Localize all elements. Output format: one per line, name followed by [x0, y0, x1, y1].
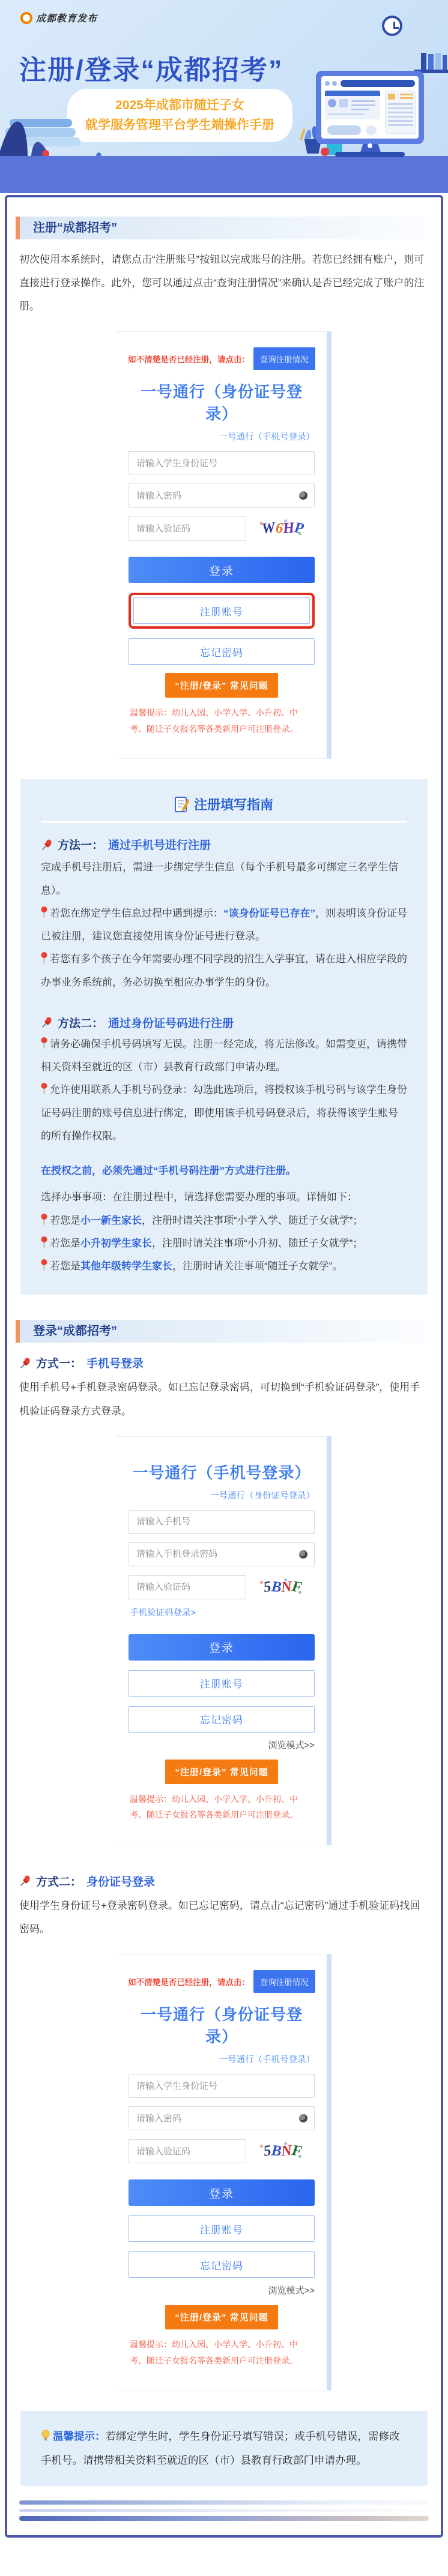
subtitle-line-2: 就学服务管理平台学生端操作手册: [85, 118, 274, 132]
register-tip-text: 温馨提示：幼儿入园、小学入学、小升初、中考、随迁子女报名等各类新用户可注册登录。: [130, 2340, 298, 2365]
logo-ring-icon: [20, 12, 32, 24]
login-method1-intro: 使用手机号+手机登录密码登录。如已忘记登录密码，可切换到“手机验证码登录”，使用手机验证码登录方式登录。: [19, 1382, 420, 1417]
faq-button[interactable]: “注册/登录” 常见问题: [165, 1760, 277, 1784]
map-pin-icon: [41, 1214, 47, 1226]
method2-item2: 允许使用联系人手机号码登录：勾选此选项后，将授权该手机号码与该学生身份证号码注册的账号信息进行绑定，即使用该手机号码登录后，将获得该学生账号的所有操作权限。: [41, 1084, 407, 1142]
map-pin-icon: [41, 952, 47, 964]
register-account-button[interactable]: 注册账号: [133, 598, 310, 624]
map-pin-icon: [41, 906, 47, 918]
case-transfer: 若您是其他年级转学生家长，注册时请关注事项“随迁子女就学”。: [41, 1255, 407, 1278]
forgot-password-button[interactable]: 忘记密码: [129, 1706, 315, 1733]
faq-button[interactable]: “注册/登录” 常见问题: [165, 673, 277, 698]
section-header-register: 注册“成都招考”: [16, 217, 432, 239]
browse-mode-link[interactable]: 浏览模式>>: [268, 2286, 315, 2296]
eye-icon[interactable]: [299, 2114, 307, 2122]
login-button[interactable]: 登录: [129, 1634, 315, 1661]
pushpin-icon: [19, 1875, 31, 1887]
query-hint: 如不清楚是否已经注册，请点击：: [128, 1978, 250, 1987]
login-panel-title: 一号通行（身份证号登录）: [140, 383, 303, 424]
bookshelf-shape: [414, 52, 448, 73]
query-hint: 如不清楚是否已经注册，请点击：: [128, 355, 250, 365]
register-highlight-frame: [129, 593, 315, 629]
site-logo: [20, 11, 97, 25]
captcha-input[interactable]: [129, 1575, 246, 1599]
pushpin-icon: [41, 1016, 53, 1028]
register-tip-text: 温馨提示：幼儿入园、小学入学、小升初、中考、随迁子女报名等各类新用户可注册登录。: [130, 1794, 298, 1820]
faq-button[interactable]: “注册/登录” 常见问题: [165, 2305, 277, 2329]
method2-item1: 请务必确保手机号码填写无误。注册一经完成，将无法修改。如需变更，请携带相关资料至就近的区（市）县教育行政部门申请办理。: [41, 1038, 407, 1073]
guide-heading: 注册填写指南: [193, 797, 273, 813]
desk-shape: [0, 156, 448, 193]
register-account-button[interactable]: 注册账号: [129, 2215, 315, 2242]
lightbulb-icon: [41, 2430, 50, 2442]
login-method2-heading: 方式二： 身份证号登录: [19, 1873, 429, 1889]
select-matter-intro: 选择办事事项：在注册过程中，请选择您需要办理的事项。详情如下：: [41, 1191, 357, 1203]
map-pin-icon: [41, 1083, 47, 1095]
map-pin-icon: [41, 1259, 47, 1271]
login-panel-title: 一号通行（手机号登录）: [132, 1463, 311, 1482]
password-input[interactable]: [129, 484, 315, 508]
pushpin-icon: [41, 839, 53, 851]
footer-divider: [19, 2500, 429, 2521]
final-tip-box: [20, 2411, 428, 2486]
section-header-login: 登录“成都招考”: [16, 1320, 432, 1343]
register-account-button[interactable]: 注册账号: [129, 1670, 315, 1697]
header-banner: [0, 0, 448, 193]
captcha-input[interactable]: [129, 517, 246, 541]
register-intro: 初次使用本系统时，请您点击“注册账号”按钮以完成账号的注册。若您已经拥有账户，则可直接进行登录操作。此外，您可以通过点击“查询注册情况”来确认是否已经完成了账户的注册。: [19, 254, 425, 313]
content-card: [5, 195, 443, 2538]
captcha-image[interactable]: W 6 H P: [255, 516, 311, 541]
student-id-input[interactable]: [129, 451, 315, 475]
login-panel-title: 一号通行（身份证号登录）: [140, 2005, 303, 2046]
method2-note: 在授权之前，必须先通过“手机号码注册”方式进行注册。: [41, 1165, 296, 1177]
forgot-password-button[interactable]: 忘记密码: [129, 638, 315, 665]
guide-divider: [41, 821, 407, 823]
switch-phone-login-link[interactable]: 一号通行（手机号登录）: [219, 433, 315, 443]
method2-heading: 方法二： 通过身份证号码进行注册: [41, 1014, 407, 1031]
pushpin-icon: [19, 1357, 31, 1369]
case-xiaoyi: 若您是小一新生家长，注册时请关注事项“小学入学、随迁子女就学”；: [41, 1209, 407, 1232]
browse-mode-link[interactable]: 浏览模式>>: [268, 1740, 315, 1751]
phone-number-input[interactable]: [129, 1510, 315, 1534]
query-register-status-button[interactable]: 查询注册情况: [253, 347, 315, 370]
screenshot-phone-login: [117, 1436, 331, 1845]
page-title: 注册/登录“成都招考”: [19, 55, 283, 86]
method1-item2: 若您有多个孩子在今年需要办理不同学段的招生入学事宜，请在进入相应学段的办事业务系统前，务必切换至相应办事学生的身份。: [41, 953, 407, 988]
clock-icon: [382, 16, 402, 36]
final-tip-label: 温馨提示：: [53, 2430, 106, 2443]
screenshot-id-login: [117, 1954, 331, 2391]
subtitle-line-1: 2025年成都市随迁子女: [115, 98, 244, 112]
student-id-input[interactable]: [129, 2074, 315, 2098]
password-input[interactable]: [129, 2106, 315, 2130]
method1-intro: 完成手机号注册后，需进一步绑定学生信息（每个手机号最多可绑定三名学生信息）。: [41, 861, 398, 896]
switch-phone-login-link[interactable]: 一号通行（手机号登录）: [219, 2055, 315, 2065]
logo-text: 成都教育发布: [36, 14, 98, 24]
forgot-password-button[interactable]: 忘记密码: [129, 2251, 315, 2278]
login-button[interactable]: 登录: [129, 2179, 315, 2206]
case-xiaoshengchu: 若您是小升初学生家长，注册时请关注事项“小升初、随迁子女就学”；: [41, 1232, 407, 1255]
map-pin-icon: [41, 1236, 47, 1248]
login-button[interactable]: 登录: [129, 557, 315, 583]
monitor-illustration: [316, 71, 424, 144]
final-tip-text: 若绑定学生时，学生身份证号填写错误；或手机号错误，需修改手机号。请携带相关资料至就近的区（市）县教育行政部门申请办理。: [41, 2430, 400, 2467]
captcha-image[interactable]: 5 B N F: [255, 1575, 311, 1600]
method1-item1: 若您在绑定学生信息过程中遇到提示：“该身份证号已存在”，则表明该身份证号已被注册，建议您直接使用该身份证号进行登录。: [41, 907, 407, 942]
register-tip-text: 温馨提示：幼儿入园、小学入学、小升初、中考、随迁子女报名等各类新用户可注册登录。: [130, 708, 298, 734]
eye-icon[interactable]: [299, 1550, 307, 1559]
switch-id-login-link[interactable]: 一号通行（身份证号登录）: [210, 1491, 315, 1501]
captcha-image[interactable]: 5 B N F: [255, 2139, 311, 2164]
sms-code-login-link[interactable]: 手机验证码登录>: [130, 1608, 196, 1618]
captcha-input[interactable]: [129, 2139, 246, 2163]
phone-password-input[interactable]: [129, 1542, 315, 1566]
subtitle-pill: [67, 89, 292, 142]
screenshot-register-login: [117, 331, 331, 759]
login-method1-heading: 方式一： 手机号登录: [19, 1355, 429, 1371]
notepad-icon: [175, 797, 189, 812]
method1-heading: 方法一： 通过手机号进行注册: [41, 836, 407, 852]
register-guide-box: [20, 779, 428, 1295]
query-register-status-button[interactable]: 查询注册情况: [253, 1970, 315, 1993]
map-pin-icon: [41, 1037, 47, 1049]
login-method2-intro: 使用学生身份证号+登录密码登录。如已忘记密码，请点击“忘记密码”通过手机验证码找回密码。: [19, 1899, 420, 1935]
